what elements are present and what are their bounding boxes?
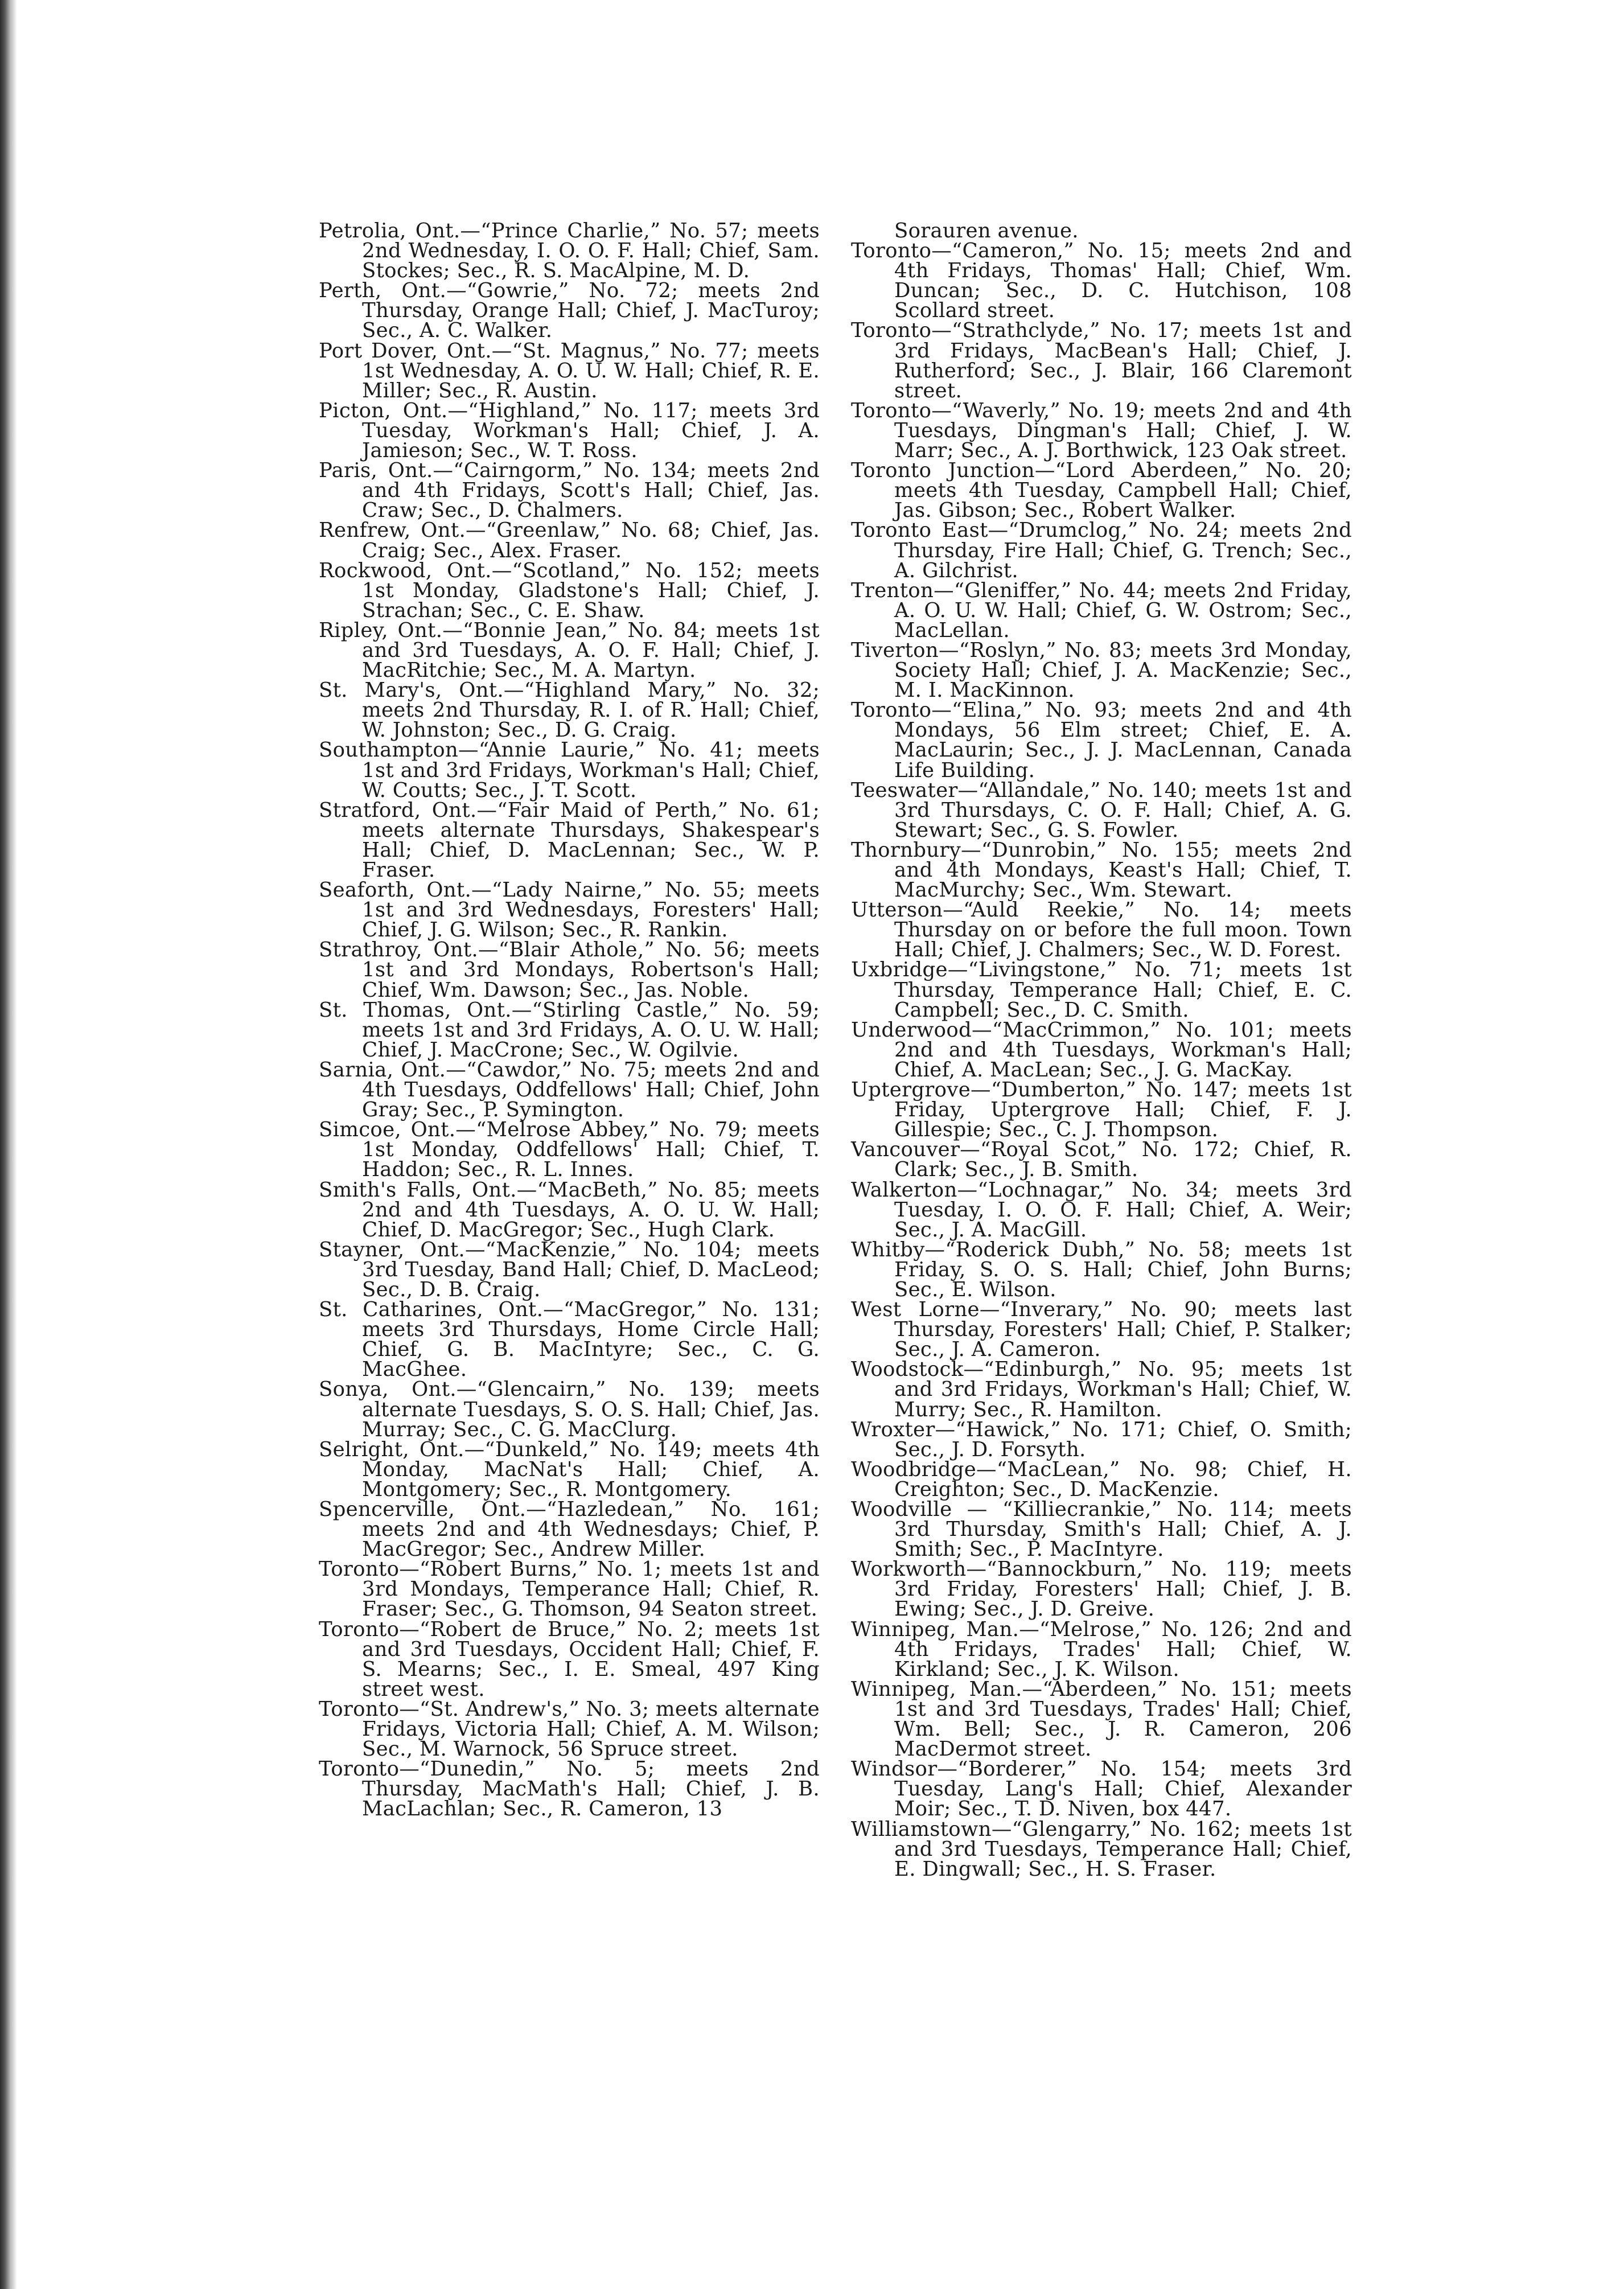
directory-entry: Petrolia, Ont.—“Prince Charlie,” No. 57; meets 2nd Wednesday, I. O. O. F. Hall; Chief, Sam. Stockes; Sec., R. S. MacAlpine, M. D. xyxy=(319,219,820,283)
directory-entry: Uptergrove—“Dumberton,” No. 147; meets 1st Friday, Uptergrove Hall; Chief, F. J. Gillespie; Sec., C. J. Thompson. xyxy=(851,1078,1352,1142)
directory-entry: Selright, Ont.—“Dunkeld,” No. 149; meets 4th Monday, MacNat's Hall; Chief, A. Montgomery; Sec., R. Montgomery. xyxy=(319,1437,820,1501)
directory-entry: Woodbridge—“MacLean,” No. 98; Chief, H. Creighton; Sec., D. MacKenzie. xyxy=(851,1457,1352,1501)
directory-entry: St. Thomas, Ont.—“Stirling Castle,” No. 59; meets 1st and 3rd Fridays, A. O. U. W. Hall; Chief, J. MacCrone; Sec., W. Ogilvie. xyxy=(319,998,820,1062)
directory-entry: Port Dover, Ont.—“St. Magnus,” No. 77; meets 1st Wednesday, A. O. U. W. Hall; Chief, R. E. Miller; Sec., R. Austin. xyxy=(319,339,820,402)
directory-entry: Southampton—“Annie Laurie,” No. 41; meets 1st and 3rd Fridays, Workman's Hall; Chief, W. Coutts; Sec., J. T. Scott. xyxy=(319,738,820,802)
directory-entry: St. Catharines, Ont.—“MacGregor,” No. 131; meets 3rd Thursdays, Home Circle Hall; Chief, G. B. MacIntyre; Sec., C. G. MacGhee. xyxy=(319,1298,820,1382)
directory-entry: Woodville — “Killiecrankie,” No. 114; meets 3rd Thursday, Smith's Hall; Chief, A. J. Smith; Sec., P. MacIntyre. xyxy=(851,1498,1352,1561)
directory-entry: West Lorne—“Inverary,” No. 90; meets last Thursday, Foresters' Hall; Chief, P. Stalker; Sec., J. A. Cameron. xyxy=(851,1298,1352,1362)
directory-entry: Paris, Ont.—“Cairngorm,” No. 134; meets 2nd and 4th Fridays, Scott's Hall; Chief, Jas. Craw; Sec., D. Chalmers. xyxy=(319,459,820,523)
directory-entry: Sonya, Ont.—“Glencairn,” No. 139; meets alternate Tuesdays, S. O. S. Hall; Chief, Jas. Murray; Sec., C. G. MacClurg. xyxy=(319,1378,820,1441)
continued-line: Sorauren avenue. xyxy=(894,219,1079,243)
directory-entry: Toronto—“Strathclyde,” No. 17; meets 1st and 3rd Fridays, MacBean's Hall; Chief, J. Rutherford; Sec., J. Blair, 166 Claremont street. xyxy=(851,319,1352,402)
directory-entry: Toronto—“Elina,” No. 93; meets 2nd and 4th Mondays, 56 Elm street; Chief, E. A. MacLaurin; Sec., J. J. MacLennan, Canada Life Building. xyxy=(851,698,1352,782)
directory-entry: Whitby—“Roderick Dubh,” No. 58; meets 1st Friday, S. O. S. Hall; Chief, John Burns; Sec., E. Wilson. xyxy=(851,1238,1352,1301)
directory-entry: Stayner, Ont.—“MacKenzie,” No. 104; meets 3rd Tuesday, Band Hall; Chief, D. MacLeod; Sec., D. B. Craig. xyxy=(319,1238,820,1301)
directory-entry: Renfrew, Ont.—“Greenlaw,” No. 68; Chief, Jas. Craig; Sec., Alex. Fraser. xyxy=(319,519,820,562)
directory-entry: Toronto—“Cameron,” No. 15; meets 2nd and 4th Fridays, Thomas' Hall; Chief, Wm. Duncan; Sec., D. C. Hutchison, 108 Scollard street. xyxy=(851,239,1352,323)
directory-entry: Wroxter—“Hawick,” No. 171; Chief, O. Smith; Sec., J. D. Forsyth. xyxy=(851,1417,1352,1461)
directory-entry: Vancouver—“Royal Scot,” No. 172; Chief, R. Clark; Sec., J. B. Smith. xyxy=(851,1138,1352,1182)
directory-entry: Walkerton—“Lochnagar,” No. 34; meets 3rd Tuesday, I. O. O. F. Hall; Chief, A. Weir; Sec., J. A. MacGill. xyxy=(851,1178,1352,1242)
directory-entry: Williamstown—“Glengarry,” No. 162; meets 1st and 3rd Tuesdays, Temperance Hall; Chief, E. Dingwall; Sec., H. S. Fraser. xyxy=(851,1817,1352,1881)
directory-entry: Strathroy, Ont.—“Blair Athole,” No. 56; meets 1st and 3rd Mondays, Robertson's Hall; Chief, Wm. Dawson; Sec., Jas. Noble. xyxy=(319,938,820,1002)
directory-entry: Trenton—“Gleniffer,” No. 44; meets 2nd Friday, A. O. U. W. Hall; Chief, G. W. Ostrom; Sec., MacLellan. xyxy=(851,578,1352,642)
directory-entry: Spencerville, Ont.—“Hazledean,” No. 161; meets 2nd and 4th Wednesdays; Chief, P. MacGregor; Sec., Andrew Miller. xyxy=(319,1498,820,1561)
directory-entry: Utterson—“Auld Reekie,” No. 14; meets Thursday on or before the full moon. Town Hall; Chief, J. Chalmers; Sec., W. D. Forest. xyxy=(851,898,1352,962)
left-column xyxy=(319,221,820,1819)
directory-entry: Woodstock—“Edinburgh,” No. 95; meets 1st and 3rd Fridays, Workman's Hall; Chief, W. Murry; Sec., R. Hamilton. xyxy=(851,1358,1352,1421)
binding-edge xyxy=(0,0,17,2289)
directory-entry: Simcoe, Ont.—“Melrose Abbey,” No. 79; meets 1st Monday, Oddfellows' Hall; Chief, T. Haddon; Sec., R. L. Innes. xyxy=(319,1118,820,1182)
directory-entry: Ripley, Ont.—“Bonnie Jean,” No. 84; meets 1st and 3rd Tuesdays, A. O. F. Hall; Chief, J. MacRitchie; Sec., M. A. Martyn. xyxy=(319,618,820,683)
directory-entry: St. Mary's, Ont.—“Highland Mary,” No. 32; meets 2nd Thursday, R. I. of R. Hall; Chief, W. Johnston; Sec., D. G. Craig. xyxy=(319,679,820,742)
directory-entry: Toronto—“Waverly,” No. 19; meets 2nd and 4th Tuesdays, Dingman's Hall; Chief, J. W. Marr; Sec., A. J. Borthwick, 123 Oak street. xyxy=(851,398,1352,463)
directory-entry: Toronto—“Dunedin,” No. 5; meets 2nd Thursday, MacMath's Hall; Chief, J. B. MacLachlan; Sec., R. Cameron, 13 xyxy=(319,1757,820,1821)
directory-entry: Winnipeg, Man.—“Melrose,” No. 126; 2nd and 4th Fridays, Trades' Hall; Chief, W. Kirkland; Sec., J. K. Wilson. xyxy=(851,1617,1352,1681)
directory-entry: Toronto East—“Drumclog,” No. 24; meets 2nd Thursday, Fire Hall; Chief, G. Trench; Sec., A. Gilchrist. xyxy=(851,519,1352,582)
directory-entry: Seaforth, Ont.—“Lady Nairne,” No. 55; meets 1st and 3rd Wednesdays, Foresters' Hall; Chief, J. G. Wilson; Sec., R. Rankin. xyxy=(319,878,820,942)
directory-entry: Windsor—“Borderer,” No. 154; meets 3rd Tuesday, Lang's Hall; Chief, Alexander Moir; Sec., T. D. Niven, box 447. xyxy=(851,1757,1352,1821)
right-column xyxy=(851,221,1352,1879)
directory-entry: Tiverton—“Roslyn,” No. 83; meets 3rd Monday, Society Hall; Chief, J. A. MacKenzie; Sec., M. I. MacKinnon. xyxy=(851,638,1352,702)
directory-entry: Uxbridge—“Livingstone,” No. 71; meets 1st Thursday, Temperance Hall; Chief, E. C. Campbell; Sec., D. C. Smith. xyxy=(851,958,1352,1022)
directory-entry: Smith's Falls, Ont.—“MacBeth,” No. 85; meets 2nd and 4th Tuesdays, A. O. U. W. Hall; Chief, D. MacGregor; Sec., Hugh Clark. xyxy=(319,1178,820,1242)
directory-entry: Workworth—“Bannockburn,” No. 119; meets 3rd Friday, Foresters' Hall; Chief, J. B. Ewing; Sec., J. D. Greive. xyxy=(851,1557,1352,1621)
directory-entry: Teeswater—“Allandale,” No. 140; meets 1st and 3rd Thursdays, C. O. F. Hall; Chief, A. G. Stewart; Sec., G. S. Fowler. xyxy=(851,778,1352,842)
directory-entry: Toronto Junction—“Lord Aberdeen,” No. 20; meets 4th Tuesday, Campbell Hall; Chief, Jas. Gibson; Sec., Robert Walker. xyxy=(851,459,1352,523)
directory-entry: Underwood—“MacCrimmon,” No. 101; meets 2nd and 4th Tuesdays, Workman's Hall; Chief, A. MacLean; Sec., J. G. MacKay. xyxy=(851,1018,1352,1082)
directory-entry: Toronto—“Robert Burns,” No. 1; meets 1st and 3rd Mondays, Temperance Hall; Chief, R. Fraser; Sec., G. Thomson, 94 Seaton street. xyxy=(319,1557,820,1621)
directory-entry: Picton, Ont.—“Highland,” No. 117; meets 3rd Tuesday, Workman's Hall; Chief, J. A. Jamieson; Sec., W. T. Ross. xyxy=(319,398,820,463)
directory-entry: Toronto—“St. Andrew's,” No. 3; meets alternate Fridays, Victoria Hall; Chief, A. M. Wilson; Sec., M. Warnock, 56 Spruce street. xyxy=(319,1697,820,1761)
directory-entry: Rockwood, Ont.—“Scotland,” No. 152; meets 1st Monday, Gladstone's Hall; Chief, J. Strachan; Sec., C. E. Shaw. xyxy=(319,558,820,622)
directory-entry: Perth, Ont.—“Gowrie,” No. 72; meets 2nd Thursday, Orange Hall; Chief, J. MacTuroy; Sec., A. C. Walker. xyxy=(319,279,820,343)
directory-entry: Toronto—“Robert de Bruce,” No. 2; meets 1st and 3rd Tuesdays, Occident Hall; Chief, F. S. Mearns; Sec., I. E. Smeal, 497 King street west. xyxy=(319,1617,820,1701)
directory-entry: Thornbury—“Dunrobin,” No. 155; meets 2nd and 4th Mondays, Keast's Hall; Chief, T. MacMurchy; Sec., Wm. Stewart. xyxy=(851,838,1352,902)
directory-entry: Winnipeg, Man.—“Aberdeen,” No. 151; meets 1st and 3rd Tuesdays, Trades' Hall; Chief, Wm. Bell; Sec., J. R. Cameron, 206 MacDermot street. xyxy=(851,1677,1352,1761)
directory-entry: Stratford, Ont.—“Fair Maid of Perth,” No. 61; meets alternate Thursdays, Shakespear's Hall; Chief, D. MacLennan; Sec., W. P. Fraser. xyxy=(319,798,820,882)
directory-entry: Sarnia, Ont.—“Cawdor,” No. 75; meets 2nd and 4th Tuesdays, Oddfellows' Hall; Chief, John Gray; Sec., P. Symington. xyxy=(319,1058,820,1122)
